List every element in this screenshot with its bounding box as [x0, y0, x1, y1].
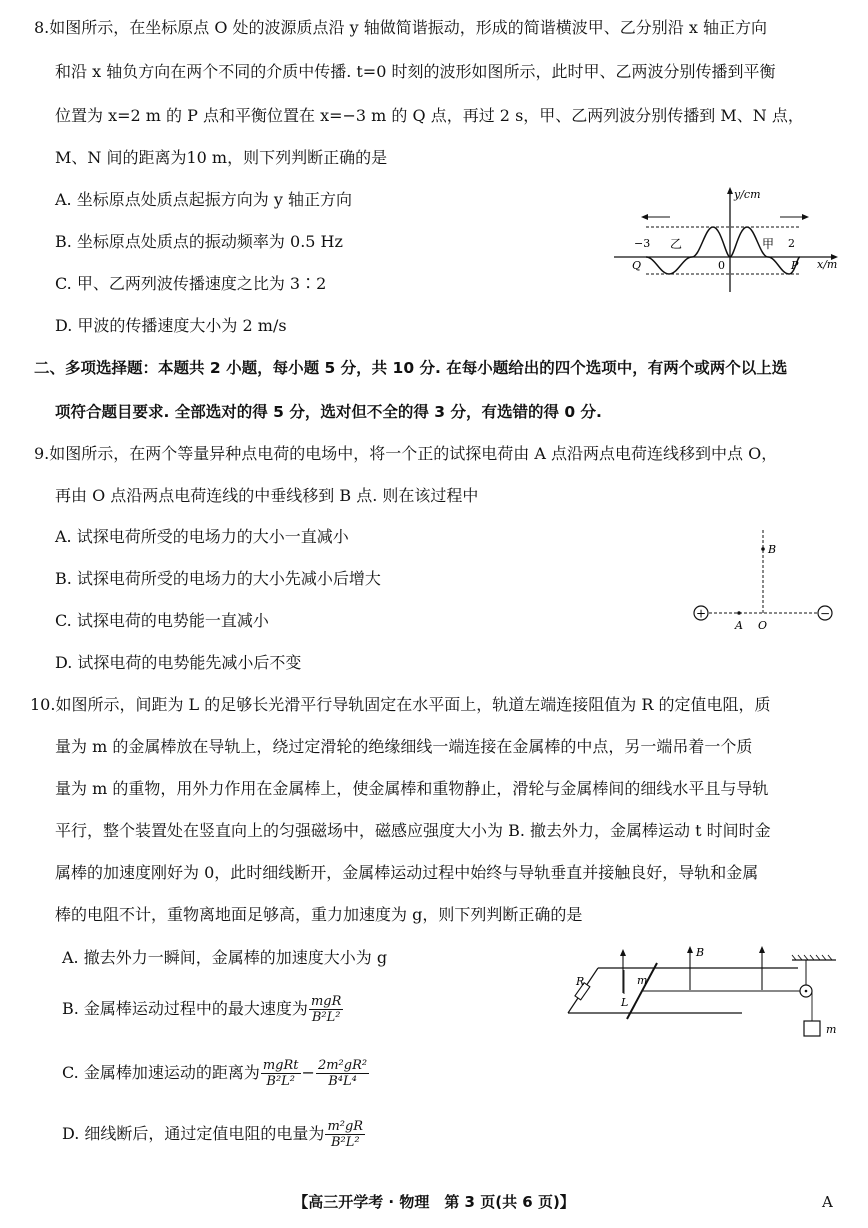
- q10-option-c: [62, 1056, 370, 1090]
- q8-option-c: C. 甲、乙两列波传播速度之比为 3∶2: [55, 274, 327, 293]
- paper-version-label: A: [822, 1193, 833, 1211]
- q10-option-b-fraction: [309, 994, 343, 1025]
- q8-option-d: D. 甲波的传播速度大小为 2 m/s: [55, 316, 287, 335]
- label-b: B: [768, 543, 777, 556]
- q10-option-b: [62, 992, 344, 1026]
- left-arrow-head: [641, 214, 648, 220]
- q8-stem-line-2: 和沿 x 轴负方向在两个不同的介质中传播. t=0 时刻的波形如图所示，此时甲、乙两波分别传播到平衡: [55, 62, 776, 81]
- q10-stem-line-1: 10.如图所示，间距为 L 的足够长光滑平行导轨固定在水平面上，轨道左端连接阻值为 R 的定值电阻，质: [30, 695, 771, 714]
- x-axis-label: x/m: [817, 258, 838, 271]
- charges-figure: [680, 522, 845, 637]
- wave-figure: [610, 180, 840, 295]
- page-footer: 【高三开学考 · 物理 第 3 页(共 6 页)】: [293, 1193, 575, 1211]
- q10-option-d-numerator: m²gR: [327, 1119, 364, 1134]
- section2-line-1: 二、多项选择题：本题共 2 小题，每小题 5 分，共 10 分. 在每小题给出的四个选项中，有两个或两个以上选: [34, 359, 788, 377]
- field-arrow-3-head: [759, 946, 765, 953]
- distance-l-label: L: [621, 996, 629, 1009]
- q10-option-d: [62, 1117, 366, 1151]
- q10-option-c-denominator-1: B²L²: [266, 1074, 295, 1089]
- q8-option-a: A. 坐标原点处质点起振方向为 y 轴正方向: [55, 190, 352, 209]
- q10-option-d-fraction: [325, 1119, 365, 1150]
- point-a: [737, 611, 741, 615]
- point-q-label: Q: [632, 259, 642, 272]
- wave-left-label: 乙: [670, 237, 683, 251]
- point-b: [761, 547, 765, 551]
- q10-stem-line-2: 量为 m 的金属棒放在导轨上，绕过定滑轮的绝缘细线一端连接在金属棒的中点，另一端吊着一个质: [55, 737, 753, 756]
- q9-option-c: C. 试探电荷的电势能一直减小: [55, 611, 269, 630]
- resistor-label: R: [576, 975, 585, 988]
- y-axis-label: y/cm: [734, 188, 761, 201]
- section2-line-2: 项符合题目要求. 全部选对的得 5 分，选对但不全的得 3 分，有选错的得 0 分.: [55, 403, 602, 421]
- q9-option-b: B. 试探电荷所受的电场力的大小先减小后增大: [55, 569, 381, 588]
- q8-stem-line-3: 位置为 x=2 m 的 P 点和平衡位置在 x=−3 m 的 Q 点，再过 2 s，甲、乙两列波分别传播到 M、N 点，: [55, 106, 804, 125]
- tick-neg: −3: [634, 237, 651, 250]
- q10-option-c-fraction-1: [261, 1058, 301, 1089]
- plus-sign: +: [695, 606, 707, 621]
- point-p-label: P: [791, 259, 799, 272]
- label-o: O: [758, 619, 768, 632]
- q8-option-b: B. 坐标原点处质点的振动频率为 0.5 Hz: [55, 232, 343, 251]
- q10-option-d-denominator: B²L²: [330, 1135, 360, 1150]
- q10-stem-line-4: 平行，整个装置处在竖直向上的匀强磁场中，磁感应强度大小为 B. 撤去外力，金属棒运动 t 时间时金: [55, 821, 771, 840]
- rod-mass-label: m: [637, 974, 648, 987]
- q10-option-c-minus: −: [301, 1063, 315, 1082]
- q10-option-b-numerator: mgR: [310, 994, 342, 1009]
- q10-option-b-denominator: B²L²: [311, 1010, 341, 1025]
- q10-option-c-text: C. 金属棒加速运动的距离为: [62, 1063, 260, 1082]
- q10-option-d-text: D. 细线断后，通过定值电阻的电量为: [62, 1124, 325, 1143]
- q10-option-c-numerator-2: 2m²gR²: [317, 1058, 368, 1073]
- field-b-label: B: [696, 946, 705, 959]
- q9-option-a: A. 试探电荷所受的电场力的大小一直减小: [55, 527, 349, 546]
- wave-right-label: 甲: [762, 237, 775, 251]
- field-arrow-2-head: [687, 946, 693, 953]
- weight-block: [804, 1021, 820, 1036]
- field-arrow-1-head: [620, 949, 626, 956]
- weight-mass-label: m: [826, 1023, 837, 1036]
- q10-stem-line-6: 棒的电阻不计，重物离地面足够高，重力加速度为 g，则下列判断正确的是: [55, 905, 583, 924]
- q10-option-c-denominator-2: B⁴L⁴: [328, 1074, 357, 1089]
- y-axis-arrow: [727, 187, 733, 194]
- tick-zero: 0: [718, 259, 725, 272]
- q8-stem-line-1: 8.如图所示，在坐标原点 O 处的波源质点沿 y 轴做简谐振动，形成的简谐横波甲、乙分别沿 x 轴正方向: [34, 18, 767, 37]
- q9-option-d: D. 试探电荷的电势能先减小后不变: [55, 653, 302, 672]
- q10-option-b-text: B. 金属棒运动过程中的最大速度为: [62, 999, 308, 1018]
- right-arrow-head: [802, 214, 809, 220]
- minus-sign: −: [819, 606, 831, 621]
- q10-option-c-fraction-2: [316, 1058, 369, 1089]
- rails-figure: [560, 938, 850, 1058]
- q10-stem-line-3: 量为 m 的重物，用外力作用在金属棒上，使金属棒和重物静止，滑轮与金属棒间的细线水平且与导轨: [55, 779, 769, 798]
- q8-stem-line-4: M、N 间的距离为10 m，则下列判断正确的是: [55, 148, 388, 167]
- q10-stem-line-5: 属棒的加速度刚好为 0，此时细线断开，金属棒运动过程中始终与导轨垂直并接触良好，导轨和金属: [55, 863, 759, 882]
- q10-option-c-numerator-1: mgRt: [262, 1058, 299, 1073]
- ceiling-hatching: [792, 955, 832, 960]
- q10-option-a: A. 撤去外力一瞬间，金属棒的加速度大小为 g: [62, 948, 388, 967]
- pulley-axle: [805, 990, 808, 993]
- tick-pos: 2: [788, 237, 795, 250]
- label-a: A: [735, 619, 743, 632]
- q9-stem-line-1: 9.如图所示，在两个等量异种点电荷的电场中，将一个正的试探电荷由 A 点沿两点电荷连线移到中点 O，: [34, 444, 778, 463]
- q9-stem-line-2: 再由 O 点沿两点电荷连线的中垂线移到 B 点. 则在该过程中: [55, 486, 479, 505]
